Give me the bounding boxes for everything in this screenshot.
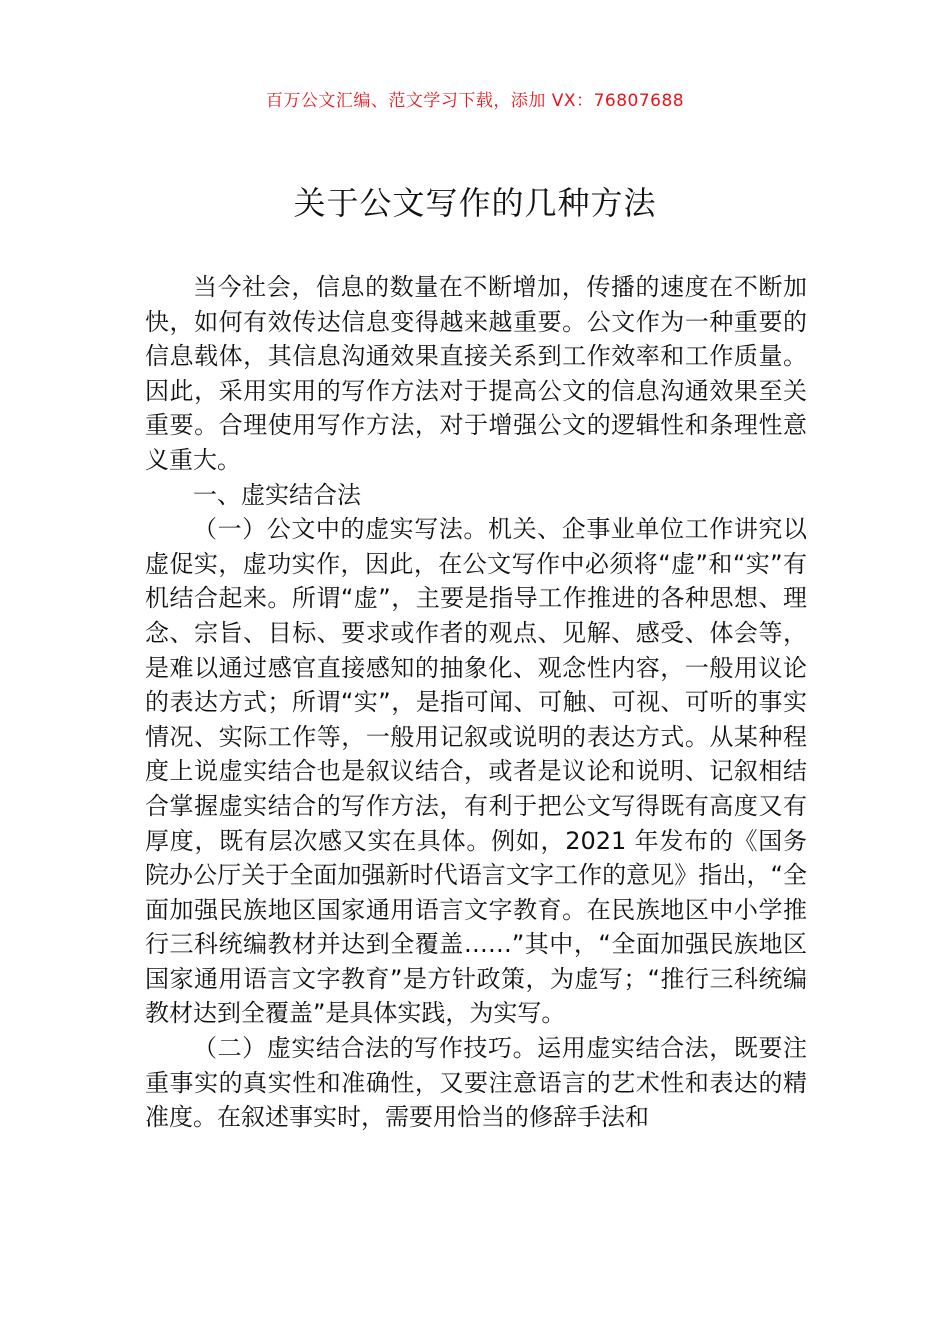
subsection-paragraph-1: （一）公文中的虚实写法。机关、企事业单位工作讲究以虚促实，虚功实作，因此，在公文写作中必须将“虚”和“实”有机结合起来。所谓“虚”，主要是指导工作推进的各种思想、理念、宗旨、目标、要求或作者的观点、见解、感受、体会等，是难以通过感官直接感知的抽象化、观念性内容，一般用议论的表达方式；所谓“实”，是指可闻、可触、可视、可听的事实情况、实际工作等，一般用记叙或说明的表达方式。从某种程度上说虚实结合也是叙议结合，或者是议论和说明、记叙相结合掌握虚实结合的写作方法，有利于把公文写得既有高度又有厚度，既有层次感又实在具体。例如，2021 年发布的《国务院办公厅关于全面加强新时代语言文字工作的意见》指出，“全面加强民族地区国家通用语言文字教育。在民族地区中小学推行三科统编教材并达到全覆盖……”其中，“全面加强民族地区国家通用语言文字教育”是方针政策，为虚写；“推行三科统编教材达到全覆盖”是具体实践，为实写。 (145, 515, 807, 1028)
header-watermark-note: 百万公文汇编、范文学习下载，添加 VX：76807688 (265, 91, 685, 111)
document-title: 关于公文写作的几种方法 (293, 184, 657, 222)
subsection-paragraph-2: （二）虚实结合法的写作技巧。运用虚实结合法，既要注重事实的真实性和准确性，又要注意语言的艺术性和表达的精准度。在叙述事实时，需要用恰当的修辞手法和 (145, 1034, 807, 1132)
intro-paragraph: 当今社会，信息的数量在不断增加，传播的速度在不断加快，如何有效传达信息变得越来越重要。公文作为一种重要的信息载体，其信息沟通效果直接关系到工作效率和工作质量。因此，采用实用的写作方法对于提高公文的信息沟通效果至关重要。合理使用写作方法，对于增强公文的逻辑性和条理性意义重大。 (145, 273, 807, 474)
section-heading: 一、虚实结合法 (193, 480, 361, 509)
document-body (145, 270, 807, 1135)
